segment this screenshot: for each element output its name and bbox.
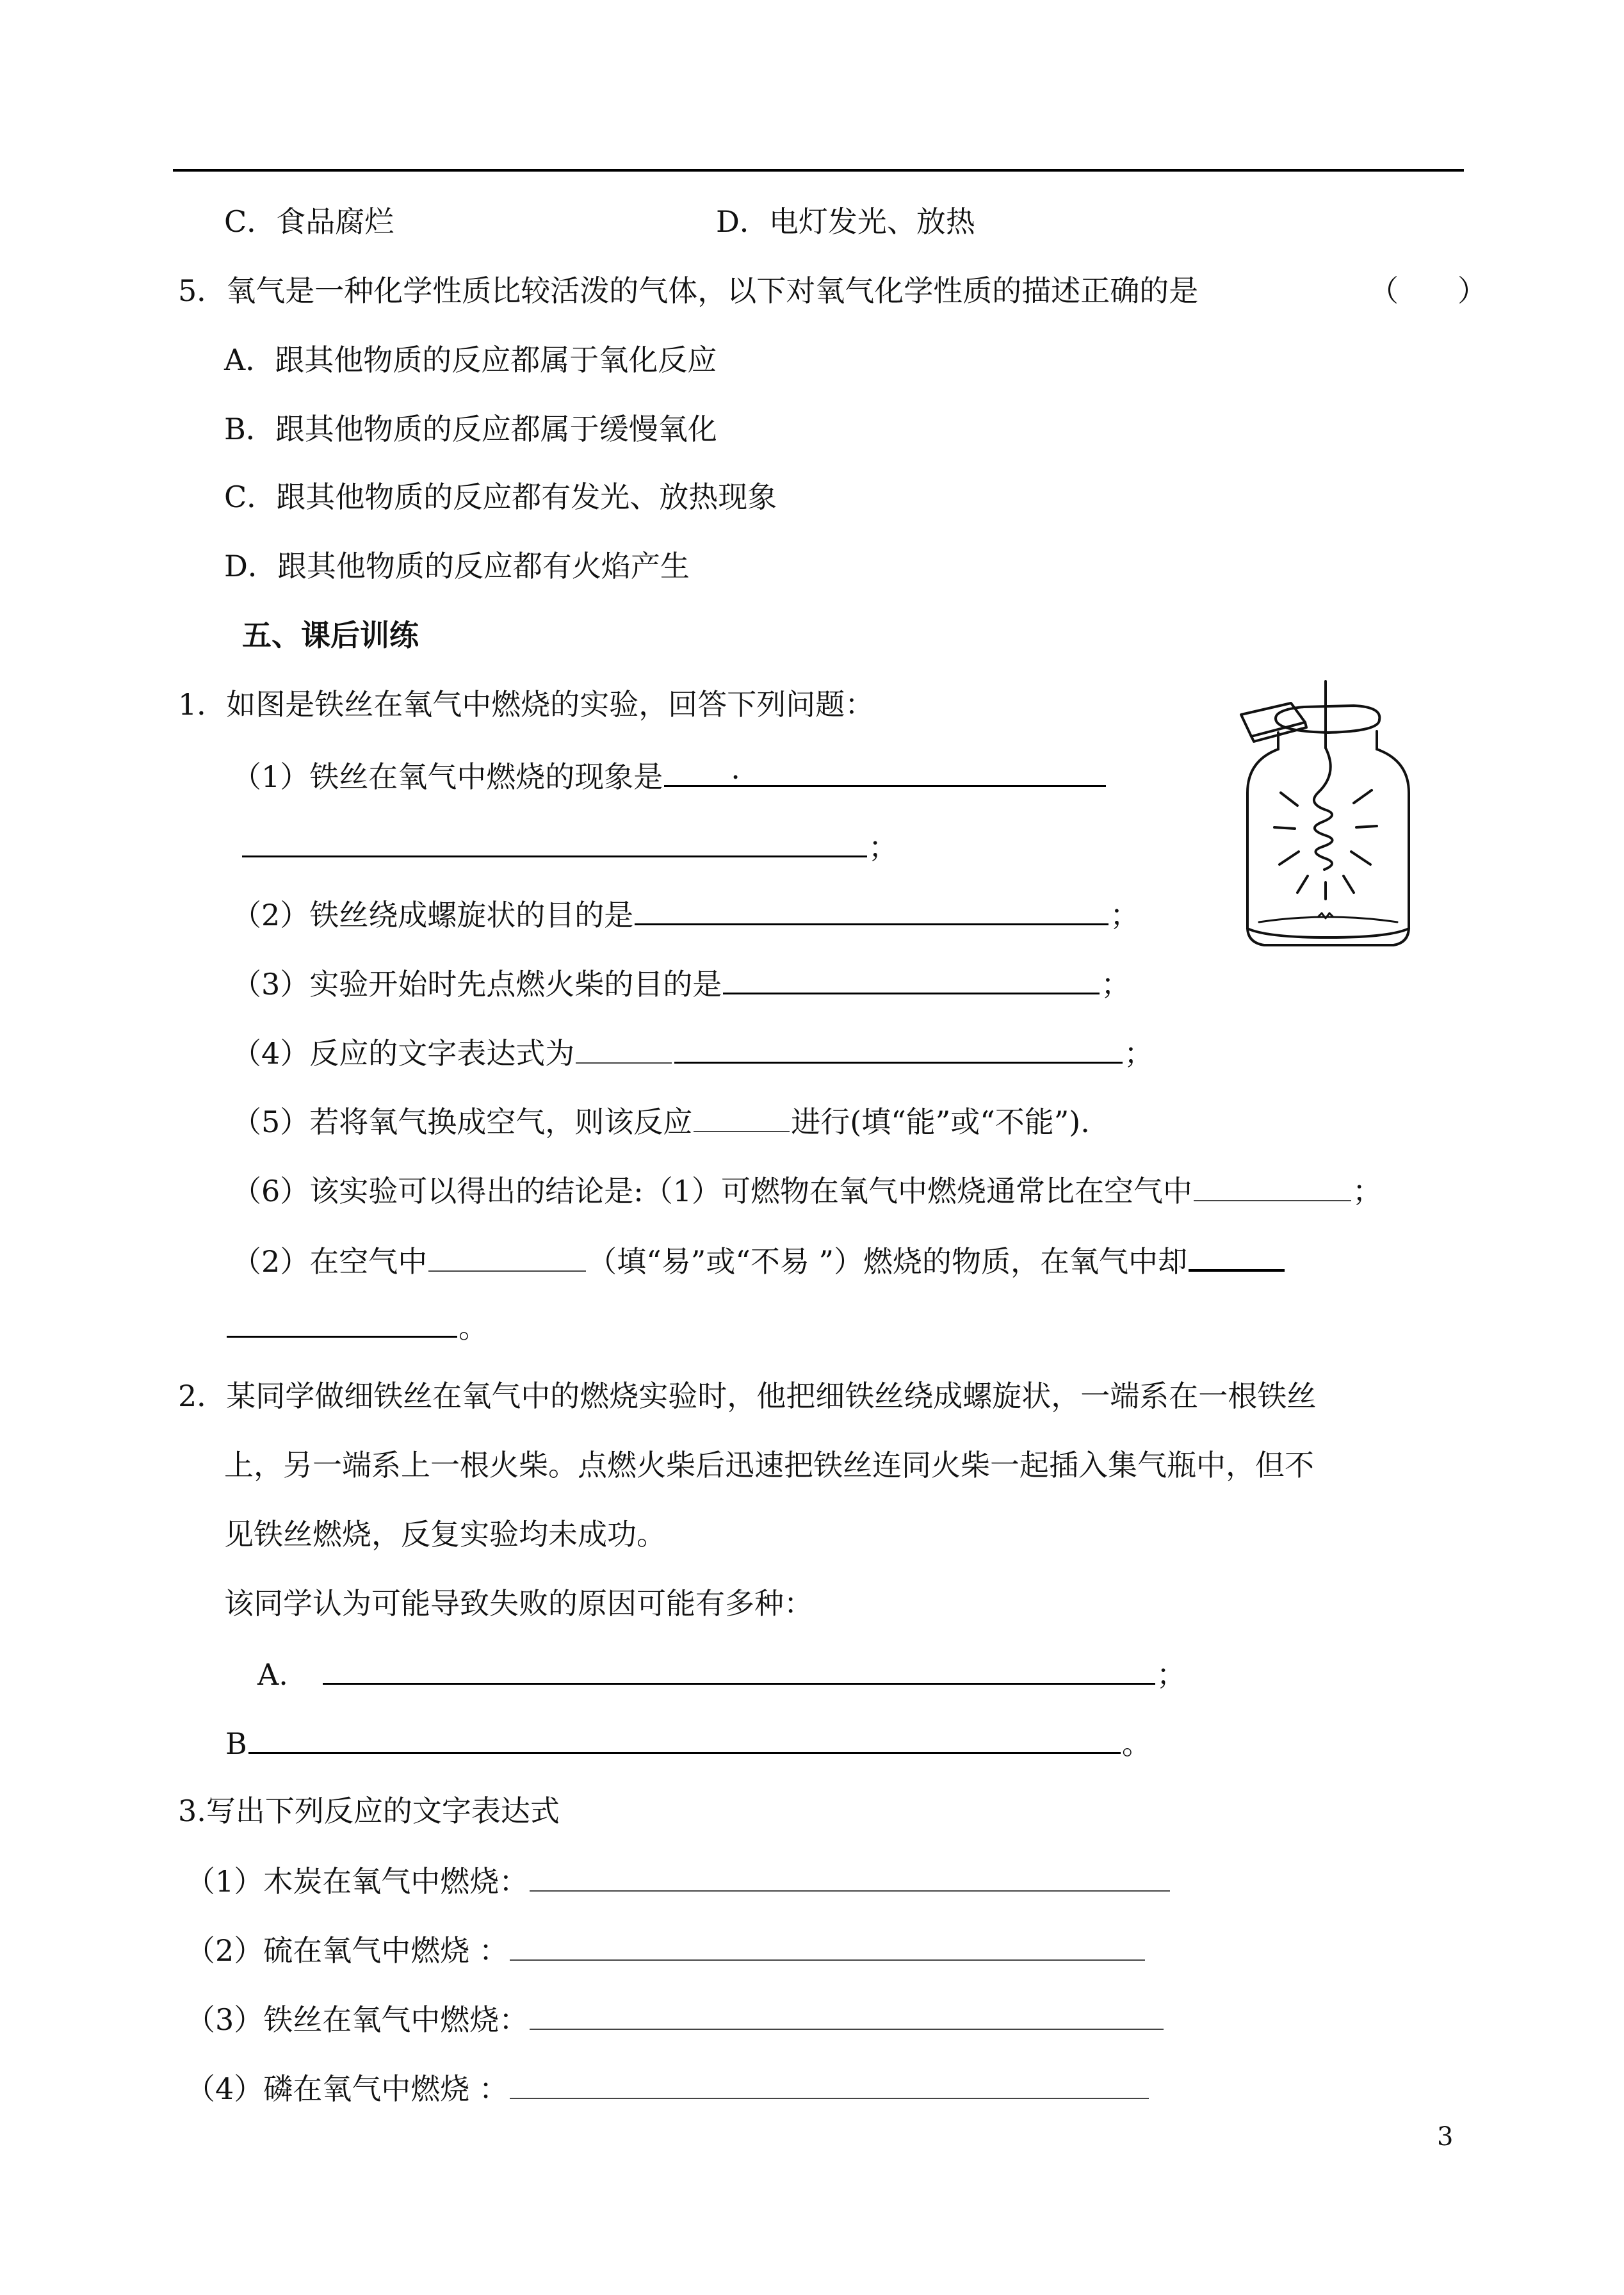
ex1-sub4 xyxy=(232,1032,1153,1073)
ex3-item-1 xyxy=(186,1861,1171,1901)
ex3-item-2-blank[interactable] xyxy=(510,1930,1145,1961)
ex1-sub6-text-b1: （2）在空气中 xyxy=(232,1244,428,1279)
q5-option-c: C．跟其他物质的反应都有发光、放热现象 xyxy=(224,480,777,514)
ex1-sub6 xyxy=(232,1171,1382,1210)
ex1-sub6-end: ； xyxy=(1352,1174,1383,1208)
ex1-sub1 xyxy=(232,751,1107,796)
ex1-sub4-text: （4）反应的文字表达式为 xyxy=(232,1036,575,1071)
gas-jar-figure xyxy=(1228,677,1420,959)
ex1-sub1-line2 xyxy=(241,826,898,866)
ex1-sub1-dot: . xyxy=(731,751,740,786)
ex2-line2: 上，另一端系上一根火柴。点燃火柴后迅速把铁丝连同火柴一起插入集气瓶中，但不 xyxy=(224,1448,1314,1482)
ex3-item-1-blank[interactable] xyxy=(530,1861,1170,1892)
ex1-sub3-blank[interactable] xyxy=(723,963,1100,994)
ex3-item-4-text: （4）磷在氧气中燃烧 ： xyxy=(186,2072,508,2106)
ex3-item-2 xyxy=(186,1930,1146,1970)
q4-option-d: D．电灯发光、放热 xyxy=(716,204,975,239)
ex3-item-3 xyxy=(186,1999,1165,2039)
ex1-sub4-end: ； xyxy=(1124,1036,1154,1071)
ex1-sub2 xyxy=(232,894,1139,934)
ex1-sub4-blank-b[interactable] xyxy=(674,1032,1123,1064)
ex2-reason-b-label: B xyxy=(225,1726,247,1761)
q5-option-d: D．跟其他物质的反应都有火焰产生 xyxy=(224,549,690,583)
ex1-sub6-line3 xyxy=(225,1306,488,1347)
ex1-sub6-blank-a[interactable] xyxy=(1194,1171,1351,1201)
ex1-sub1-text: （1）铁丝在氧气中燃烧的现象是 xyxy=(232,759,663,794)
ex3-item-3-blank[interactable] xyxy=(530,1999,1164,2030)
ex3-item-3-text: （3）铁丝在氧气中燃烧： xyxy=(186,2002,529,2037)
ex1-sub3-text: （3）实验开始时先点燃火柴的目的是 xyxy=(232,967,722,1002)
ex1-sub6-text-a: （6）该实验可以得出的结论是:（1）可燃物在氧气中燃烧通常比在空气中 xyxy=(232,1174,1193,1208)
ex2-reason-a-end: ； xyxy=(1156,1657,1186,1692)
ex1-sub5 xyxy=(232,1101,1090,1141)
ex1-sub4-blank-a[interactable] xyxy=(576,1033,672,1064)
ex1-sub1-end: ； xyxy=(868,830,898,864)
ex1-sub2-blank[interactable] xyxy=(635,894,1108,925)
ex3-item-2-text: （2）硫在氧气中燃烧 ： xyxy=(186,1933,508,1968)
ex2-line4: 该同学认为可能导致失败的原因可能有多种： xyxy=(224,1586,813,1621)
ex1-sub5-text-b: 进行(填“能”或“不能”). xyxy=(791,1105,1090,1139)
q5-answer-paren: （ ） xyxy=(1369,273,1487,308)
ex3-item-4 xyxy=(186,2068,1150,2108)
ex2-line3: 见铁丝燃烧，反复实验均未成功。 xyxy=(224,1517,666,1552)
ex1-sub6-blank-d[interactable] xyxy=(227,1306,457,1338)
ex1-sub2-text: （2）铁丝绕成螺旋状的目的是 xyxy=(232,898,634,932)
ex1-sub1-blank-2[interactable] xyxy=(242,826,867,857)
ex2-reason-b-blank[interactable] xyxy=(248,1723,1121,1754)
ex1-sub6-blank-c[interactable] xyxy=(1189,1240,1285,1272)
ex1-stem: 1．如图是铁丝在氧气中燃烧的实验，回答下列问题： xyxy=(178,687,875,722)
ex2-reason-b-end: 。 xyxy=(1121,1726,1151,1761)
page-number: 3 xyxy=(1437,2122,1454,2152)
ex2-reason-a-label: A. xyxy=(257,1657,288,1692)
ex1-sub3 xyxy=(232,963,1130,1003)
ex1-sub5-text-a: （5）若将氧气换成空气，则该反应 xyxy=(232,1105,693,1139)
ex1-sub1-blank[interactable] xyxy=(664,751,1106,787)
q5-stem: 5．氧气是一种化学性质比较活泼的气体，以下对氧气化学性质的描述正确的是 xyxy=(178,273,1199,308)
q4-option-c: C．食品腐烂 xyxy=(224,204,394,239)
ex1-sub6-part2 xyxy=(232,1240,1286,1281)
ex1-sub5-blank[interactable] xyxy=(694,1101,790,1132)
ex1-sub6-c-end: 。 xyxy=(459,1310,488,1345)
ex1-sub6-text-b2: （填“易”或“不易 ”）燃烧的物质，在氧气中却 xyxy=(587,1244,1187,1279)
ex2-reason-b xyxy=(225,1723,1151,1763)
ex1-sub6-blank-b[interactable] xyxy=(428,1241,586,1272)
gas-jar-iron-wire-icon xyxy=(1241,681,1409,945)
q5-option-b: B．跟其他物质的反应都属于缓慢氧化 xyxy=(224,412,717,446)
ex3-stem: 3.写出下列反应的文字表达式 xyxy=(178,1794,560,1828)
ex2-reason-a-blank[interactable] xyxy=(323,1653,1155,1685)
ex3-item-1-text: （1）木炭在氧气中燃烧： xyxy=(186,1864,529,1899)
ex2-line1: 2．某同学做细铁丝在氧气中的燃烧实验时，他把细铁丝绕成螺旋状，一端系在一根铁丝 xyxy=(178,1379,1317,1413)
ex1-sub2-end: ； xyxy=(1110,898,1140,932)
header-rule xyxy=(173,169,1464,172)
ex3-item-4-blank[interactable] xyxy=(510,2068,1149,2099)
ex1-sub3-end: ； xyxy=(1101,967,1131,1002)
section-heading: 五、课后训练 xyxy=(242,618,419,653)
q5-option-a: A．跟其他物质的反应都属于氧化反应 xyxy=(224,343,717,377)
ex2-reason-a xyxy=(257,1653,1186,1694)
